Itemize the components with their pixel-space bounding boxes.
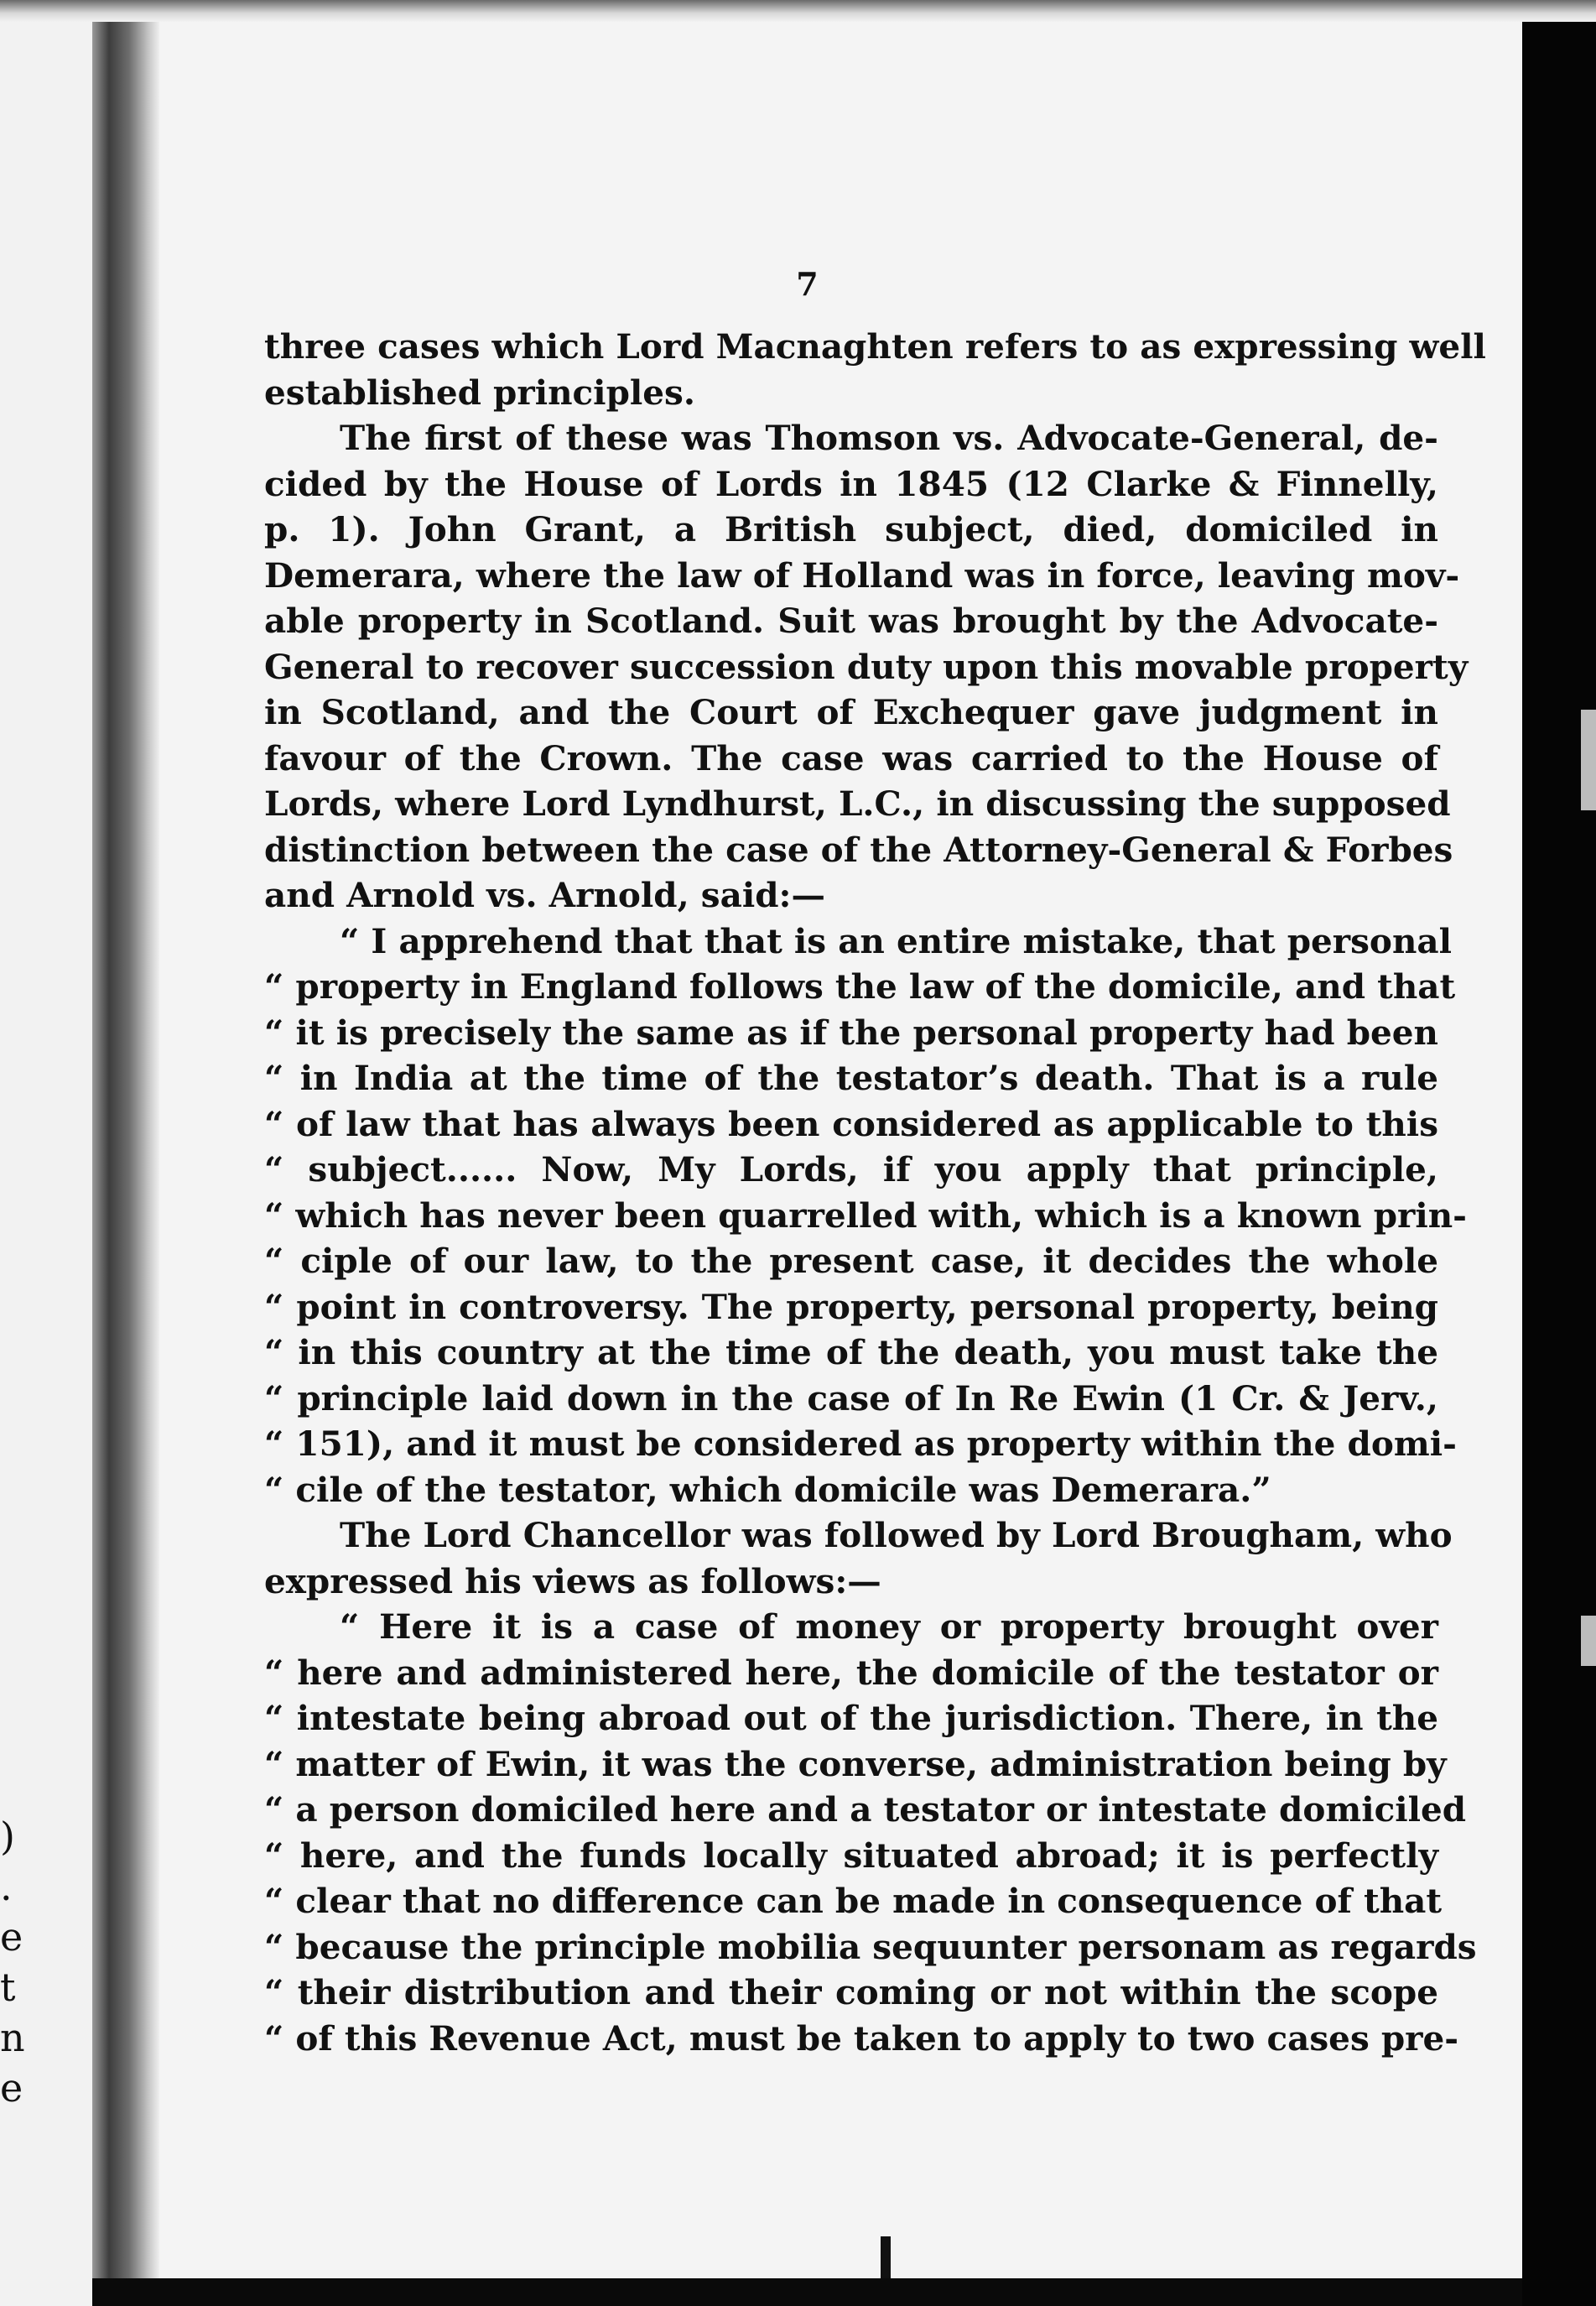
text-line: “ I apprehend that that is an entire mistake, that personal xyxy=(340,920,1453,961)
text-line: expressed his views as follows:— xyxy=(264,1560,881,1601)
text-line: “ clear that no difference can be made in consequence of that xyxy=(264,1881,1443,1921)
facing-page-glyph: e xyxy=(0,2065,23,2111)
facing-page-glyph: ) xyxy=(0,1814,15,1859)
text-line: p. 1). John Grant, a British subject, died, domiciled in xyxy=(264,509,1438,549)
text-line: “ a person domiciled here and a testator or intestate domiciled xyxy=(264,1789,1467,1830)
scan-artifact xyxy=(881,2236,891,2278)
text-line: “ Here it is a case of money or property brought over xyxy=(340,1606,1438,1647)
text-line: “ intestate being abroad out of the jurisdiction. There, in the xyxy=(264,1698,1438,1738)
facing-page-glyph: n xyxy=(0,2015,25,2060)
edge-artifact xyxy=(1581,1616,1596,1666)
text-line: “ because the principle mobilia sequunter personam as regards xyxy=(264,1926,1477,1967)
text-line: “ cile of the testator, which domicile was Demerara.” xyxy=(264,1469,1271,1510)
text-line: General to recover succession duty upon this movable property xyxy=(264,646,1469,687)
binding-shadow xyxy=(92,22,159,2278)
text-line: “ which has never been quarrelled with, which is a known prin- xyxy=(264,1195,1467,1236)
text-line: “ their distribution and their coming or not within the scope xyxy=(264,1972,1438,2012)
text-line: “ here, and the funds locally situated abroad; it is perfectly xyxy=(264,1835,1438,1876)
text-line: “ in this country at the time of the death, you must take the xyxy=(264,1332,1438,1372)
text-line: “ property in England follows the law of the domicile, and that xyxy=(264,966,1456,1007)
text-line: “ ciple of our law, to the present case, it decides the whole xyxy=(264,1241,1438,1281)
text-line: The Lord Chancellor was followed by Lord Brougham, who xyxy=(340,1515,1453,1555)
text-line: “ in India at the time of the testator’s death. That is a rule xyxy=(264,1058,1438,1098)
text-line: cided by the House of Lords in 1845 (12 Clarke & Finnelly, xyxy=(264,463,1438,504)
book-page xyxy=(92,22,1522,2278)
facing-page-edge xyxy=(0,22,92,2306)
text-line: “ point in controversy. The property, personal property, being xyxy=(264,1286,1438,1327)
text-line: “ it is precisely the same as if the personal property had been xyxy=(264,1012,1438,1053)
text-line: established principles. xyxy=(264,372,695,413)
text-line: “ principle laid down in the case of In Re Ewin (1 Cr. & Jerv., xyxy=(264,1377,1438,1418)
text-line: “ matter of Ewin, it was the converse, administration being by xyxy=(264,1743,1447,1784)
page-number: 7 xyxy=(796,265,819,303)
text-line: in Scotland, and the Court of Exchequer gave judgment in xyxy=(264,692,1438,732)
text-line: favour of the Crown. The case was carried to the House of xyxy=(264,737,1438,778)
text-line: and Arnold vs. Arnold, said:— xyxy=(264,875,825,915)
right-scan-border xyxy=(1522,22,1596,2306)
page-body-text xyxy=(264,324,1486,2061)
facing-page-glyph: t xyxy=(0,1965,16,2010)
text-line: “ of law that has always been considered as applicable to this xyxy=(264,1103,1438,1144)
text-line: “ here and administered here, the domicile of the testator or xyxy=(264,1652,1438,1693)
text-line: “ of this Revenue Act, must be taken to apply to two cases pre- xyxy=(264,2017,1459,2059)
text-line: The first of these was Thomson vs. Advocate-General, de- xyxy=(340,418,1438,458)
edge-artifact xyxy=(1581,710,1596,810)
text-line: “ subject...... Now, My Lords, if you apply that principle, xyxy=(264,1149,1438,1189)
text-line: able property in Scotland. Suit was brought by the Advocate- xyxy=(264,601,1438,641)
top-edge xyxy=(0,0,1596,22)
text-line: distinction between the case of the Attorney-General & Forbes xyxy=(264,829,1453,870)
text-line: three cases which Lord Macnaghten refers to as expressing well xyxy=(264,326,1486,367)
text-line: Demerara, where the law of Holland was in force, leaving mov- xyxy=(264,554,1460,596)
text-line: “ 151), and it must be considered as property within the domi- xyxy=(264,1424,1457,1464)
text-line: Lords, where Lord Lyndhurst, L.C., in discussing the supposed xyxy=(264,783,1451,824)
facing-page-glyph: e xyxy=(0,1914,23,1960)
facing-page-glyph: . xyxy=(0,1864,13,1909)
